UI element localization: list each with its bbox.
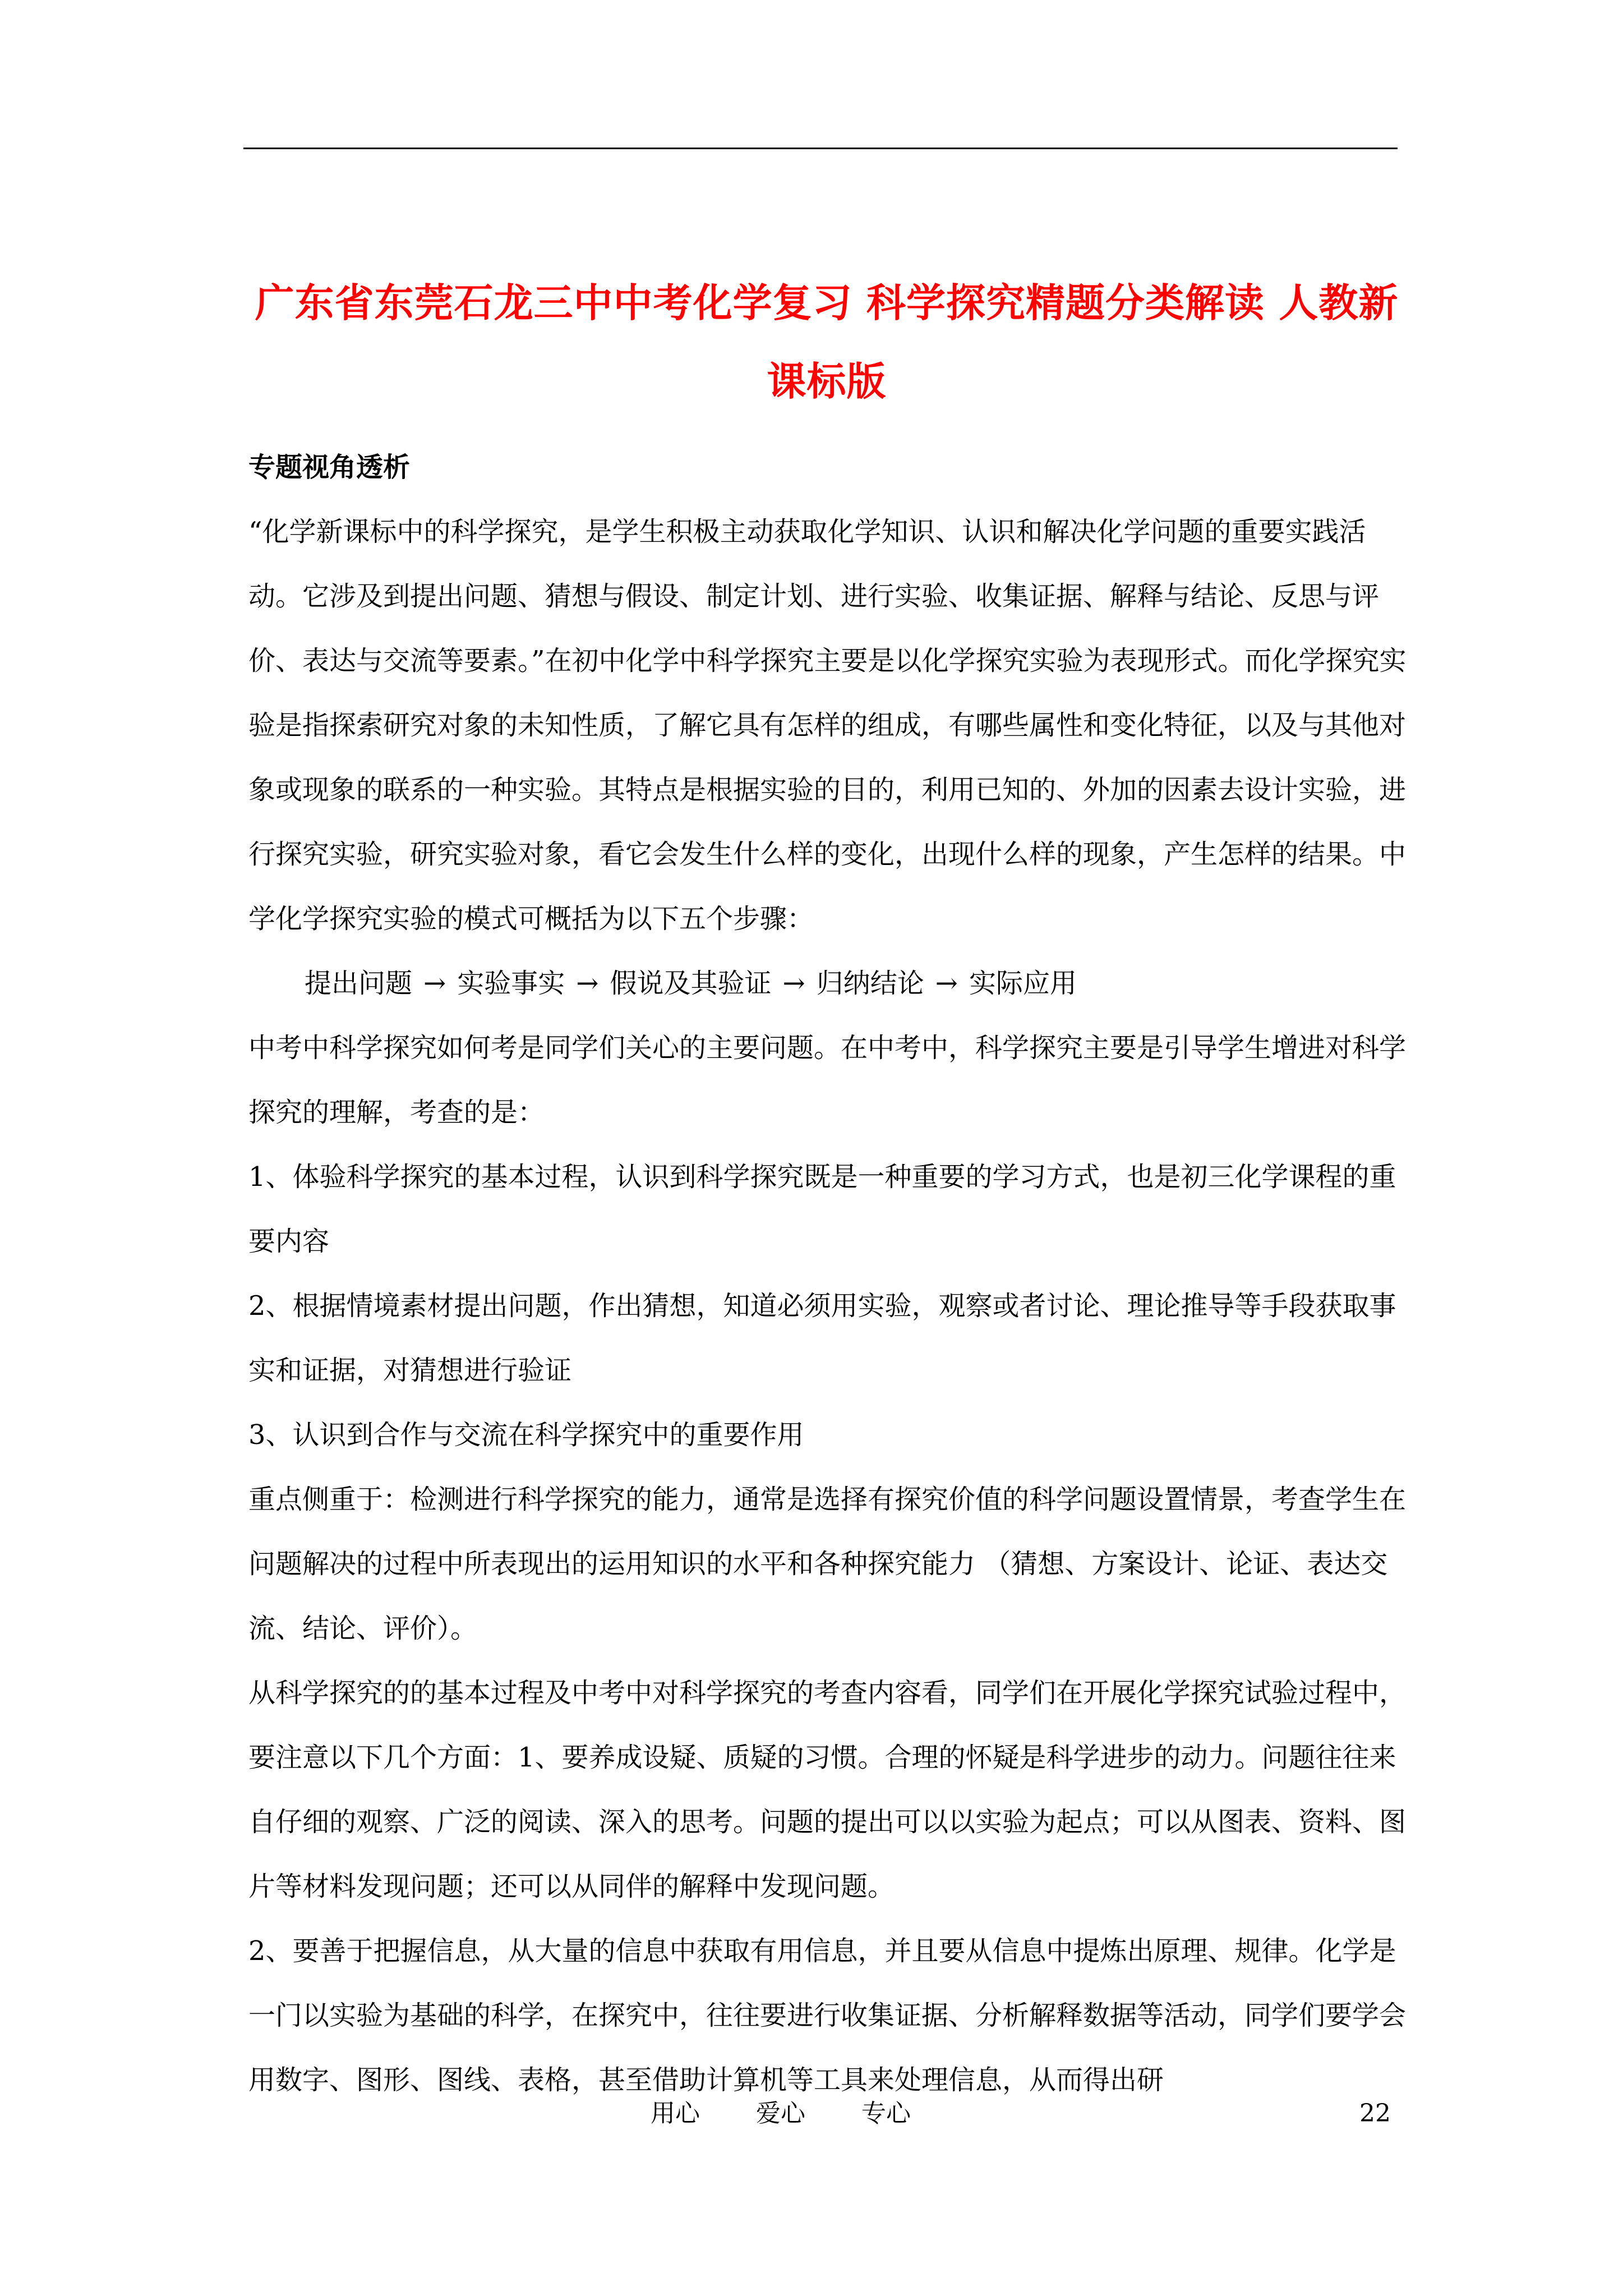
arrow-right-icon: → — [423, 968, 446, 999]
flow-step: 假说及其验证 — [610, 968, 772, 999]
flow-step: 提出问题 — [305, 968, 413, 999]
page-footer — [0, 2094, 1623, 2133]
document-body — [248, 435, 1408, 2113]
focus-paragraph: 重点侧重于：检测进行科学探究的能力，通常是选择有探究价值的科学问题设置情景，考查学生在问题解决的过程中所表现出的运用知识的水平和各种探究能力 （猜想、方案设计、论证、表达交流、结论、评价）。 — [248, 1484, 1407, 1644]
intro-paragraph: “化学新课标中的科学探究，是学生积极主动获取化学知识、认识和解决化学问题的重要实践活动。它涉及到提出问题、猜想与假设、制定计划、进行实验、收集证据、解释与结论、反思与评价、表达与交流等要素。”在初中化学中科学探究主要是以化学探究实验为表现形式。而化学探究实验是指探索研究对象的未知性质，了解它具有怎样的组成，有哪些属性和变化特征，以及与其他对象或现象的联系的一种实验。其特点是根据实验的目的，利用已知的、外加的因素去设计实验，进行探究实验，研究实验对象，看它会发生什么样的变化，出现什么样的现象，产生怎样的结果。中学化学探究实验的模式可概括为以下五个步骤： — [248, 516, 1407, 935]
section-heading: 专题视角透析 — [248, 452, 411, 483]
flow-step: 归纳结论 — [816, 968, 924, 999]
list-item: 2、根据情境素材提出问题，作出猜想，知道必须用实验，观察或者讨论、理论推导等手段获取事实和证据，对猜想进行验证 — [248, 1290, 1396, 1386]
flow-step: 实际应用 — [969, 968, 1077, 999]
advice-paragraph: 从科学探究的的基本过程及中考中对科学探究的考查内容看，同学们在开展化学探究试验过程中，要注意以下几个方面：1、要养成设疑、质疑的习惯。合理的怀疑是科学进步的动力。问题往往来自仔细的观察、广泛的阅读、深入的思考。问题的提出可以以实验为起点；可以从图表、资料、图片等材料发现问题；还可以从同伴的解释中发现问题。 — [248, 1677, 1407, 1902]
list-item: 1、体验科学探究的基本过程，认识到科学探究既是一种重要的学习方式，也是初三化学课程的重要内容 — [248, 1161, 1396, 1257]
page-number: 22 — [1359, 2099, 1391, 2128]
footer-motto-item: 专心 — [861, 2099, 911, 2128]
flow-step: 实验事实 — [457, 968, 565, 999]
footer-motto-item: 爱心 — [756, 2099, 805, 2128]
footer-motto-item: 用心 — [651, 2099, 700, 2128]
arrow-right-icon: → — [576, 968, 599, 999]
exam-question-paragraph: 中考中科学探究如何考是同学们关心的主要问题。在中考中，科学探究主要是引导学生增进对科学探究的理解，考查的是： — [248, 1032, 1407, 1128]
header-rule — [243, 148, 1398, 149]
list-item: 3、认识到合作与交流在科学探究中的重要作用 — [248, 1419, 804, 1451]
document-title: 广东省东莞石龙三中中考化学复习 科学探究精题分类解读 人教新课标版 — [255, 279, 1399, 404]
footer-motto — [651, 2094, 967, 2133]
inquiry-steps-flow — [248, 951, 1408, 1016]
arrow-right-icon: → — [782, 968, 805, 999]
arrow-right-icon: → — [935, 968, 958, 999]
list-item: 2、要善于把握信息，从大量的信息中获取有用信息，并且要从信息中提炼出原理、规律。化学是一门以实验为基础的科学，在探究中，往往要进行收集证据、分析解释数据等活动，同学们要学会用数字、图形、图线、表格，甚至借助计算机等工具来处理信息，从而得出研 — [248, 1935, 1407, 2096]
